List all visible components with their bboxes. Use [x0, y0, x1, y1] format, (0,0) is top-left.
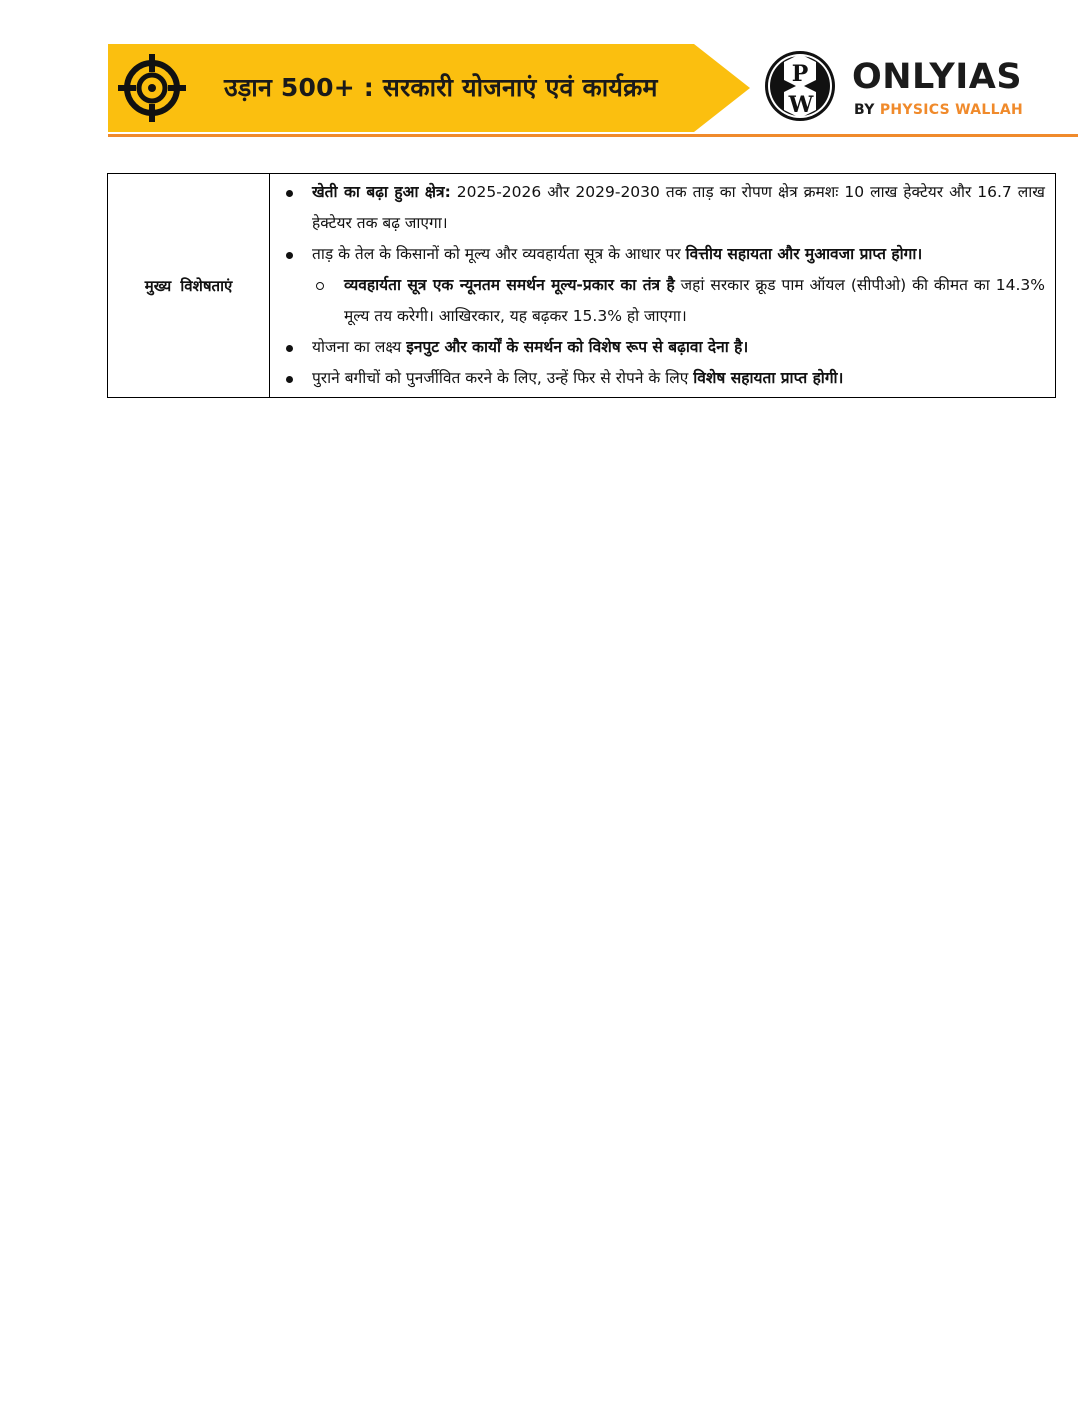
- table-row: [108, 174, 1056, 398]
- point1-text: 2025-2026 और 2029-2030 तक ताड़ का रोपण क्षेत्र क्रमशः 10 लाख हेक्टेयर और 16.7 लाख हेक्टेयर तक बढ़ जाएगा।: [312, 183, 1045, 232]
- list-item: [284, 363, 1045, 394]
- header-rule: [108, 134, 1078, 137]
- list-item: [284, 239, 1045, 332]
- bullet-list: [284, 177, 1045, 394]
- features-table: [107, 173, 1056, 398]
- subpoint1-text: जहां सरकार क्रूड पाम ऑयल (सीपीओ) की कीमत का 14.3% मूल्य तय करेगी। आखिरकार, यह बढ़कर 15.3% हो जाएगा।: [344, 276, 1046, 325]
- brand-tagline: [854, 103, 1023, 117]
- target-icon: [116, 52, 188, 124]
- list-item: [284, 332, 1045, 363]
- row-content: [270, 174, 1056, 398]
- subpoint1-bold: व्यवहार्यता सूत्र एक न्यूनतम समर्थन मूल्य-प्रकार का तंत्र है: [344, 276, 675, 294]
- point4-text: पुराने बगीचों को पुनर्जीवित करने के लिए, उन्हें फिर से रोपने के लिए: [312, 369, 694, 387]
- svg-text:P: P: [791, 61, 809, 87]
- svg-text:W: W: [788, 92, 814, 118]
- brand-logo-text: ONLYIAS: [852, 57, 1023, 97]
- point1-bold: खेती का बढ़ा हुआ क्षेत्र:: [312, 183, 451, 201]
- page-title: उड़ान 500+ : सरकारी योजनाएं एवं कार्यक्रम: [224, 73, 658, 102]
- point2-bold: वित्तीय सहायता और मुआवजा प्राप्त होगा।: [685, 245, 923, 263]
- brand-tagline-name: PHYSICS WALLAH: [879, 102, 1023, 118]
- brand-tagline-by: BY: [854, 102, 880, 118]
- pw-logo-icon: [764, 50, 836, 122]
- point4-bold: विशेष सहायता प्राप्त होगी।: [693, 369, 844, 387]
- sub-list-item: [284, 270, 1045, 332]
- point3-bold: इनपुट और कार्यों के समर्थन को विशेष रूप से बढ़ावा देना है।: [406, 338, 749, 356]
- list-item: [284, 177, 1045, 239]
- point2-text: ताड़ के तेल के किसानों को मूल्य और व्यवहार्यता सूत्र के आधार पर: [312, 245, 686, 263]
- row-label: मुख्य विशेषताएं: [108, 174, 270, 398]
- sub-bullet-list: [312, 270, 1045, 332]
- point3-text: योजना का लक्ष्य: [312, 338, 407, 356]
